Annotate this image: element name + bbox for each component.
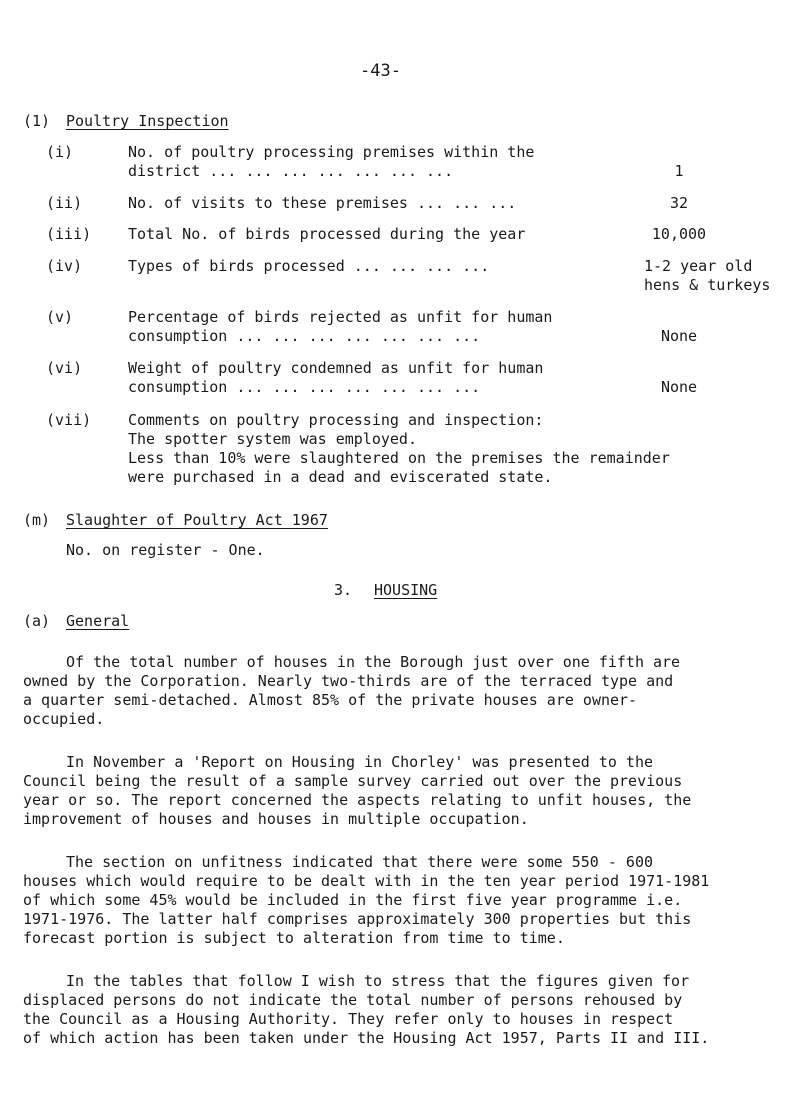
item-number: (ii) (46, 194, 83, 212)
item-label-line: Percentage of birds rejected as unfit for human (128, 308, 553, 326)
item-label-line: No. of poultry processing premises within the (128, 143, 535, 161)
paragraph-line: a quarter semi-detached. Almost 85% of the private houses are owner- (23, 691, 638, 709)
section-heading: Slaughter of Poultry Act 1967 (66, 511, 328, 529)
item-value: 32 (669, 194, 689, 212)
item-number: (iii) (46, 225, 92, 243)
paragraph-line: owned by the Corporation. Nearly two-thirds are of the terraced type and (23, 672, 674, 690)
section-number: (m) (23, 511, 51, 529)
item-value: 1 (674, 162, 684, 180)
item-label-line: Total No. of birds processed during the year (128, 225, 526, 243)
item-value: hens & turkeys (644, 276, 771, 294)
item-number: (vi) (46, 359, 83, 377)
paragraph-line: Of the total number of houses in the Borough just over one fifth are (66, 653, 681, 671)
paragraph-line: 1971-1976. The latter half comprises approximately 300 properties but this (23, 910, 692, 928)
chapter-number: 3. (334, 581, 353, 599)
paragraph-line: In the tables that follow I wish to stress that the figures given for (66, 972, 690, 990)
item-label-line: No. of visits to these premises ... ... ... (128, 194, 517, 212)
item-number: (iv) (46, 257, 83, 275)
paragraph-line: houses which would require to be dealt with in the ten year period 1971-1981 (23, 872, 710, 890)
paragraph-line: improvement of houses and houses in multiple occupation. (23, 810, 529, 828)
paragraph-line: the Council as a Housing Authority. They refer only to houses in respect (23, 1010, 674, 1028)
item-label-line: consumption ... ... ... ... ... ... ... (128, 378, 481, 396)
paragraph-line: In November a 'Report on Housing in Chorley' was presented to the (66, 753, 653, 771)
item-label-line: consumption ... ... ... ... ... ... ... (128, 327, 481, 345)
comment-line: Comments on poultry processing and inspection: (128, 411, 544, 429)
item-number: (vii) (46, 411, 92, 429)
paragraph-line: of which some 45% would be included in the first five year programme i.e. (23, 891, 683, 909)
comment-line: Less than 10% were slaughtered on the premises the remainder (128, 449, 670, 467)
paragraph-line: occupied. (23, 710, 105, 728)
chapter-title: HOUSING (374, 581, 438, 599)
item-label-line: Weight of poultry condemned as unfit for human (128, 359, 544, 377)
paragraph-line: of which action has been taken under the Housing Act 1957, Parts II and III. (23, 1029, 710, 1047)
item-number: (i) (46, 143, 74, 161)
item-number: (v) (46, 308, 74, 326)
section-number: (a) (23, 612, 51, 630)
comment-line: The spotter system was employed. (128, 430, 417, 448)
item-value: 1-2 year old (644, 257, 753, 275)
item-value: None (660, 327, 698, 345)
item-label-line: Types of birds processed ... ... ... ... (128, 257, 490, 275)
section-number: (1) (23, 112, 51, 130)
item-value: None (660, 378, 698, 396)
paragraph-line: Council being the result of a sample survey carried out over the previous (23, 772, 683, 790)
paragraph-line: displaced persons do not indicate the total number of persons rehoused by (23, 991, 683, 1009)
item-value: 10,000 (651, 225, 707, 243)
page-number: -43- (360, 61, 401, 81)
section-heading: General (66, 612, 130, 630)
section-heading: Poultry Inspection (66, 112, 229, 130)
paragraph-line: The section on unfitness indicated that there were some 550 - 600 (66, 853, 653, 871)
register-line: No. on register - One. (66, 541, 265, 559)
comment-line: were purchased in a dead and eviscerated state. (128, 468, 553, 486)
paragraph-line: forecast portion is subject to alteration from time to time. (23, 929, 565, 947)
paragraph-line: year or so. The report concerned the aspects relating to unfit houses, the (23, 791, 692, 809)
item-label-line: district ... ... ... ... ... ... ... (128, 162, 454, 180)
